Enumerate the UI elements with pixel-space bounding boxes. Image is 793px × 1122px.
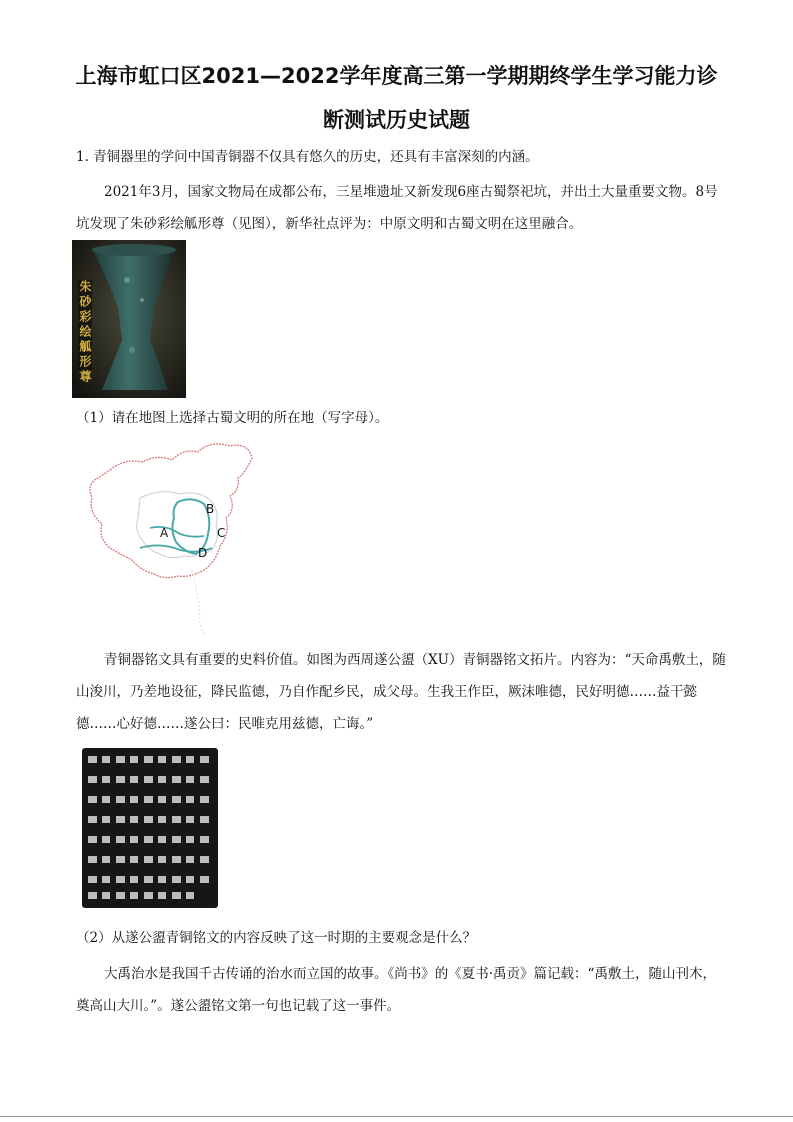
paragraph-sanxingdui: 2021年3月，国家文物局在成都公布，三星堆遗址又新发现6座古蜀祭祀坑，并出土大量重要文物。8号坑发现了朱砂彩绘觚形尊（见图），新华社点评为：中原文明和古蜀文明在这里融合。 — [76, 184, 718, 232]
question-1-intro: 1. 青铜器里的学问中国青铜器不仅具有悠久的历史，还具有丰富深刻的内涵。 — [76, 149, 539, 165]
vertical-caption: 朱砂彩绘觚形尊 — [78, 280, 92, 385]
map-label-c: C — [217, 526, 226, 540]
sub-question-1: （1）请在地图上选择古蜀文明的所在地（写字母）。 — [76, 410, 389, 426]
sub-question-2: （2）从遂公盨青铜铭文的内容反映了这一时期的主要观念是什么？ — [76, 930, 477, 946]
page-bottom-divider — [0, 1116, 793, 1117]
map-label-a: A — [160, 526, 169, 540]
document-title-line1: 上海市虹口区2021—2022学年度高三第一学期期终学生学习能力诊 — [75, 64, 718, 88]
paragraph-inscription: 青铜器铭文具有重要的史料价值。如图为西周遂公盨（XU）青铜器铭文拓片。内容为：“天命禹敷土，随山浚川，乃差地设征，降民监德，乃自作配乡民，成父母。生我王作臣，厥沫唯德，民好明德……益干懿德……心好德……遂公曰：民唯克用兹德，亡诲。” — [76, 652, 726, 732]
document-title-line2: 断测试历史试题 — [323, 108, 470, 132]
inscription-rubbing — [78, 742, 222, 914]
bronze-vessel-photo — [72, 240, 186, 398]
map-label-d: D — [198, 546, 208, 560]
china-map — [80, 438, 260, 638]
paragraph-yu-flood: 大禹治水是我国千古传诵的治水而立国的故事。《尚书》的《夏书·禹贡》篇记载：“禹敷土，随山刊木，奠高山大川。”。遂公盨铭文第一句也记载了这一事件。 — [76, 966, 716, 1014]
map-label-b: B — [206, 502, 215, 516]
